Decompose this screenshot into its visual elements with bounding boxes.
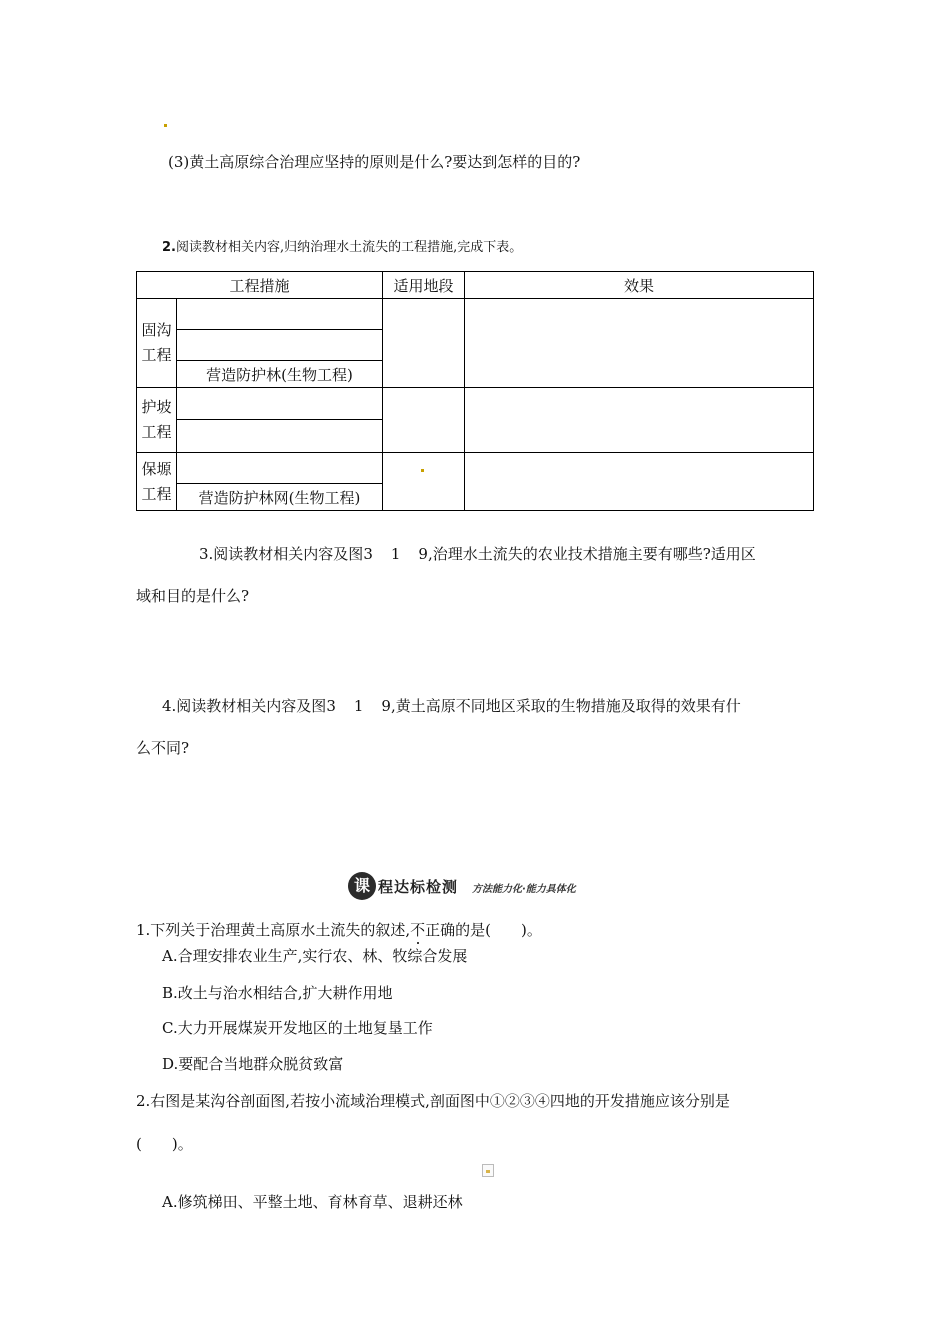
- question-4-line2: 么不同?: [136, 739, 190, 757]
- broken-image-icon: [482, 1164, 494, 1177]
- quiz-q1-stem: 1.下列关于治理黄土高原水土流失的叙述,不正确的是( )。: [136, 921, 542, 939]
- group-name-baoyuan: 保塬 工程: [137, 453, 177, 511]
- engineering-measures-table: [136, 271, 814, 511]
- location-cell[interactable]: [383, 453, 465, 511]
- quiz-q1-option-c[interactable]: C.大力开展煤炭开发地区的土地复垦工作: [162, 1019, 433, 1037]
- question-2-number: 2.: [162, 240, 176, 255]
- effect-cell[interactable]: [465, 299, 814, 388]
- emphasis-char: 不: [410, 921, 426, 939]
- group-name-gugou: 固沟 工程: [137, 299, 177, 388]
- effect-cell[interactable]: [465, 453, 814, 511]
- quiz-q2-option-a[interactable]: A.修筑梯田、平整土地、育林育草、退耕还林: [162, 1193, 463, 1211]
- measure-cell: 营造防护林(生物工程): [177, 361, 383, 388]
- quiz-q1-option-d[interactable]: D.要配合当地群众脱贫致富: [162, 1055, 344, 1073]
- quiz-q1-option-a[interactable]: A.合理安排农业生产,实行农、林、牧综合发展: [162, 947, 468, 965]
- question-4-line1: 4.阅读教材相关内容及图3 1 9,黄土高原不同地区采取的生物措施及取得的效果有什: [162, 697, 741, 715]
- group-name-hupo: 护坡 工程: [137, 388, 177, 453]
- table-header-row: [137, 272, 814, 299]
- header-location: 适用地段: [383, 272, 465, 299]
- location-cell[interactable]: [383, 388, 465, 453]
- banner-subtitle: 方法能力化·能力具体化: [472, 884, 576, 895]
- table-row: [137, 299, 814, 330]
- header-measure: 工程措施: [137, 272, 383, 299]
- section-banner: [348, 872, 606, 902]
- measure-cell[interactable]: [177, 330, 383, 361]
- question-2-heading: [162, 238, 522, 258]
- marker-dot: [421, 469, 424, 472]
- header-effect: 效果: [465, 272, 814, 299]
- quiz-q1-option-b[interactable]: B.改土与治水相结合,扩大耕作用地: [162, 984, 393, 1002]
- question-3-line1: 3.阅读教材相关内容及图3 1 9,治理水土流失的农业技术措施主要有哪些?适用区: [199, 545, 756, 563]
- location-cell[interactable]: [383, 299, 465, 388]
- quiz-q2-stem-line1: 2.右图是某沟谷剖面图,若按小流域治理模式,剖面图中①②③④四地的开发措施应该分别是: [136, 1092, 730, 1110]
- sub-question-3: (3)黄土高原综合治理应坚持的原则是什么?要达到怎样的目的?: [168, 153, 581, 171]
- question-3-line2: 域和目的是什么?: [136, 587, 250, 605]
- marker-dot: [164, 124, 167, 127]
- table-row: [137, 453, 814, 484]
- seal-icon: 课: [348, 872, 376, 900]
- table-row: [137, 388, 814, 420]
- quiz-q2-stem-line2: ( )。: [136, 1135, 193, 1153]
- effect-cell[interactable]: [465, 388, 814, 453]
- measure-cell[interactable]: [177, 299, 383, 330]
- measure-cell[interactable]: [177, 420, 383, 453]
- measure-cell[interactable]: [177, 388, 383, 420]
- question-2-text: 阅读教材相关内容,归纳治理水土流失的工程措施,完成下表。: [175, 240, 523, 255]
- banner-title: 程达标检测: [378, 878, 459, 896]
- measure-cell: 营造防护林网(生物工程): [177, 484, 383, 511]
- measure-cell[interactable]: [177, 453, 383, 484]
